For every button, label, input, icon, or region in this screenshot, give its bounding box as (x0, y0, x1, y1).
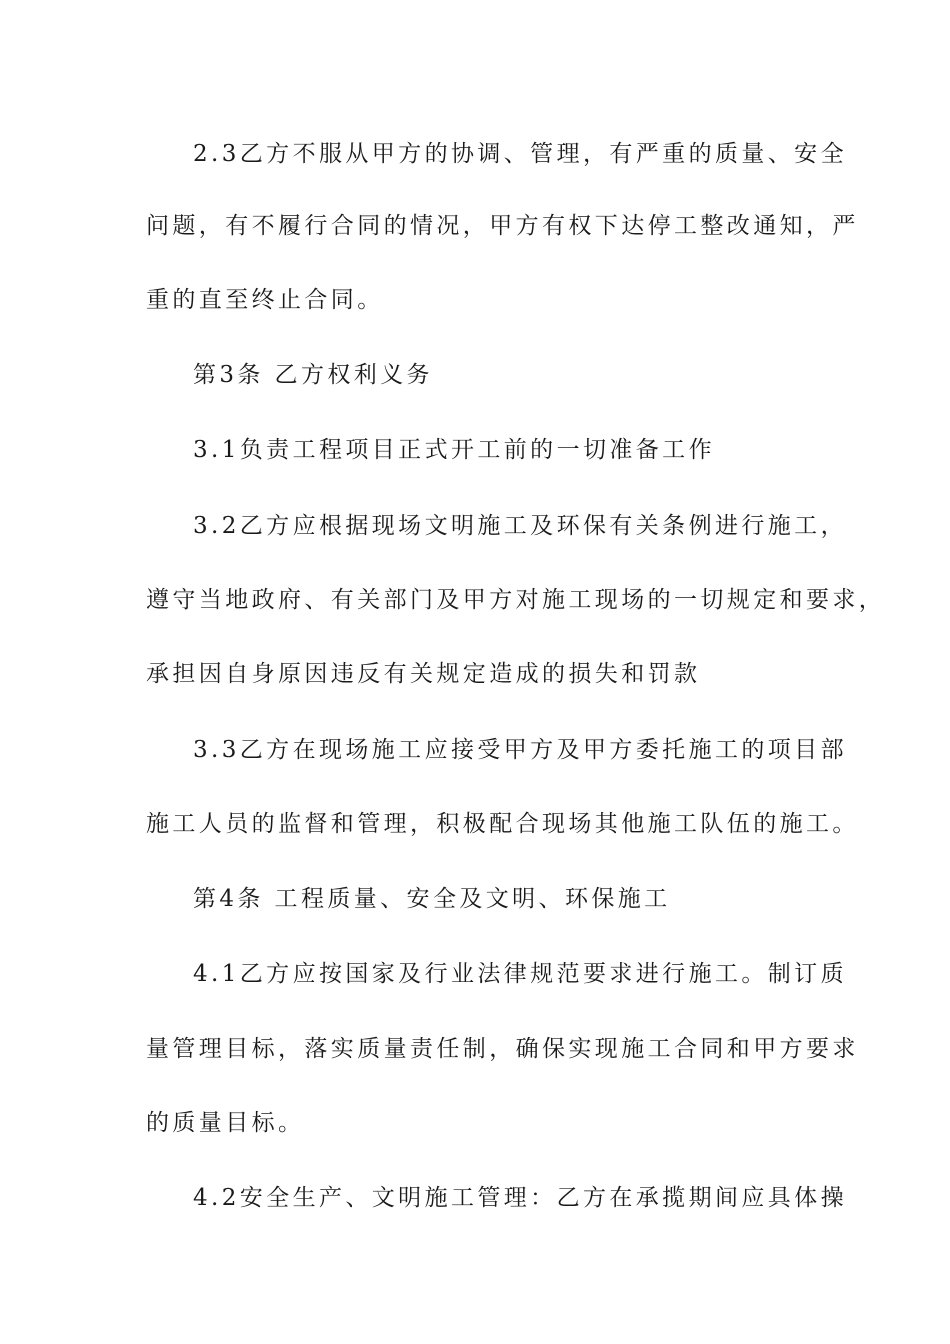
paragraph-3-3-line-1: 3.3乙方在现场施工应接受甲方及甲方委托施工的项目部 (193, 737, 847, 763)
paragraph-3-2-line-2: 遵守当地政府、有关部门及甲方对施工现场的一切规定和要求， (146, 587, 886, 613)
paragraph-2-3-line-3: 重的直至终止合同。 (146, 287, 384, 313)
paragraph-4-1-line-3: 的质量目标。 (146, 1110, 305, 1136)
article-3-heading: 第3条 乙方权利义务 (193, 362, 433, 388)
paragraph-4-2-line-1: 4.2安全生产、文明施工管理：乙方在承揽期间应具体操 (193, 1185, 847, 1211)
paragraph-4-1-line-1: 4.1乙方应按国家及行业法律规范要求进行施工。制订质 (193, 961, 847, 987)
article-4-heading: 第4条 工程质量、安全及文明、环保施工 (193, 886, 671, 912)
paragraph-2-3-line-2: 问题，有不履行合同的情况，甲方有权下达停工整改通知，严 (146, 213, 859, 239)
paragraph-3-1: 3.1负责工程项目正式开工前的一切准备工作 (193, 437, 715, 463)
paragraph-3-2-line-1: 3.2乙方应根据现场文明施工及环保有关条例进行施工， (193, 513, 847, 539)
paragraph-4-1-line-2: 量管理目标，落实质量责任制，确保实现施工合同和甲方要求 (146, 1036, 859, 1062)
paragraph-2-3-line-1: 2.3乙方不服从甲方的协调、管理，有严重的质量、安全 (193, 141, 847, 167)
paragraph-3-3-line-2: 施工人员的监督和管理，积极配合现场其他施工队伍的施工。 (146, 811, 859, 837)
paragraph-3-2-line-3: 承担因自身原因违反有关规定造成的损失和罚款 (146, 661, 701, 687)
